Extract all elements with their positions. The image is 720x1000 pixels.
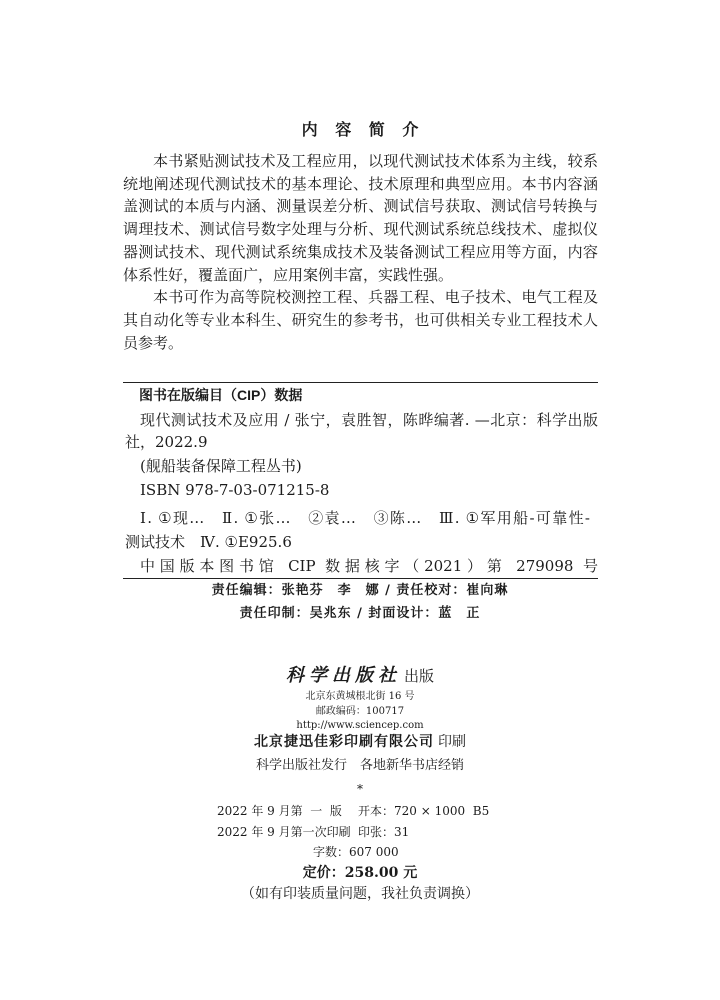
cip-line-classification-cont: 测试技术 Ⅳ. ①E925.6 — [125, 533, 292, 551]
edition-date: 2022 年 9 月第 一 版 — [217, 804, 342, 818]
intro-para1-line3: 盖测试的本质与内涵、测量误差分析、测试信号获取、测试信号转换与 — [123, 197, 598, 216]
intro-para1-line1: 本书紧贴测试技术及工程应用，以现代测试技术体系为主线，较系 — [153, 152, 598, 170]
printer-row — [0, 732, 720, 752]
cip-line-record-number: 中国版本图书馆 CIP 数据核字（2021）第 279098 号 — [140, 557, 598, 575]
publisher-website: http://www.sciencep.com — [296, 720, 424, 731]
publisher-logo-row — [0, 664, 720, 688]
intro-para1-line6: 体系性好，覆盖面广，应用案例丰富，实践性强。 — [123, 265, 454, 284]
publisher-logo: 科学出版社 — [285, 665, 401, 686]
cip-bottom-rule — [123, 578, 598, 579]
intro-para2-line1: 本书可作为高等院校测控工程、兵器工程、电子技术、电气工程及 — [153, 288, 598, 307]
intro-title: 内 容 简 介 — [301, 120, 425, 139]
intro-para1-line4: 调理技术、测试信号数字处理与分析、现代测试系统总线技术、虚拟仪 — [123, 220, 598, 239]
publisher-address: 北京东黄城根北街 16 号 — [305, 691, 415, 702]
price: 定价：258.00 元 — [302, 865, 418, 881]
printing-date: 2022 年 9 月第一次印刷 — [217, 825, 351, 839]
printer-name: 北京捷迅佳彩印刷有限公司 — [254, 734, 434, 750]
publish-label: 出版 — [403, 667, 434, 685]
credits-production: 责任印制：吴兆东 / 封面设计：蓝 正 — [239, 606, 481, 621]
intro-para2-line3: 员参考。 — [123, 333, 184, 352]
quality-notice: （如有印装质量问题，我社负责调换） — [241, 886, 479, 902]
intro-para1-line5: 器测试技术、现代测试系统集成技术及装备测试工程应用等方面，内容 — [123, 242, 598, 261]
publisher-postcode: 邮政编码：100717 — [315, 706, 405, 717]
separator-star: * — [357, 782, 363, 796]
printed-sheets: 印张：31 — [358, 825, 410, 839]
word-count: 字数：607 000 — [313, 845, 399, 859]
intro-para1-line2: 统地阐述现代测试技术的基本理论、技术原理和典型应用。本书内容涵 — [123, 174, 598, 193]
book-format: 开本：720 × 1000 B5 — [358, 804, 490, 818]
cip-line-title: 现代测试技术及应用 / 张宁，袁胜智，陈晔编著. —北京：科学出版 — [140, 411, 598, 429]
cip-line-series: (舰船装备保障工程丛书) — [140, 457, 302, 475]
cip-heading: 图书在版编目（CIP）数据 — [139, 387, 303, 403]
credits-editors: 责任编辑：张艳芬 李 娜 / 责任校对：崔向琳 — [211, 583, 509, 598]
cip-line-date: 社，2022.9 — [125, 433, 208, 451]
printer-label: 印刷 — [438, 734, 466, 750]
cip-top-rule — [123, 382, 598, 383]
distribution-line: 科学出版社发行 各地新华书店经销 — [255, 758, 464, 773]
cip-line-isbn: ISBN 978-7-03-071215-8 — [140, 481, 330, 499]
intro-para2-line2: 其自动化等专业本科生、研究生的参考书，也可供相关专业工程技术人 — [123, 310, 598, 329]
cip-line-classification: Ⅰ. ①现… Ⅱ. ①张… ②袁… ③陈… Ⅲ. ①军用船-可靠性- — [140, 509, 590, 527]
